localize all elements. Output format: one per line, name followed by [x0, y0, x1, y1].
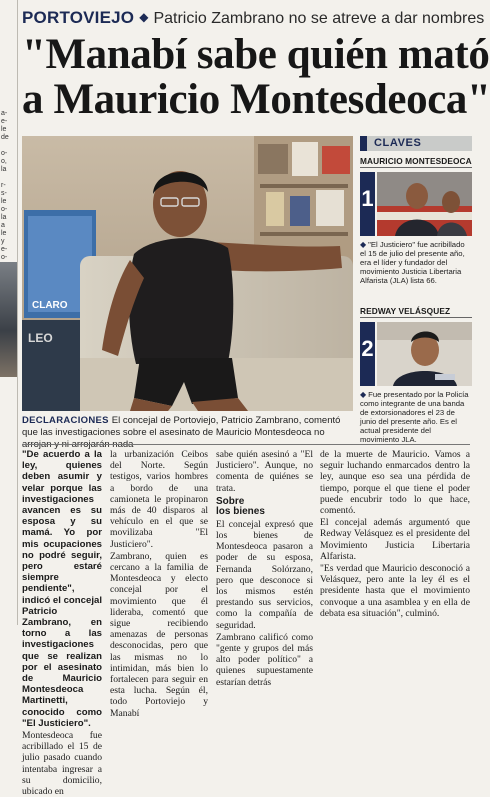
- main-photo: [22, 136, 353, 411]
- key-person-name: REDWAY VELÁSQUEZ: [360, 306, 451, 316]
- person-photo-illustration: [377, 172, 472, 236]
- fragment: de: [1, 134, 9, 141]
- claves-title: CLAVES: [374, 137, 422, 149]
- headline: [22, 31, 490, 123]
- claves-sidebar: [360, 136, 472, 444]
- diamond-icon: ◆: [139, 10, 149, 24]
- subhead-line: Sobre: [216, 495, 245, 507]
- key-text-body: Fue presentado por la Policía como integrante de una banda de extorsionadores el 23 de junio del presente año. Es el actual presidente del movimiento JLA.: [360, 390, 469, 444]
- article-column-4: [320, 449, 470, 621]
- adjacent-column-strip: [0, 0, 18, 625]
- article-paragraph: Montesdeoca fue acribillado el 15 de julio pasado cuando intentaba ingresar a su domicilio, ubicado en: [22, 730, 102, 797]
- poster-text: CLARO: [32, 300, 68, 311]
- article-column-1: [22, 449, 102, 797]
- fragment: o-: [1, 206, 8, 213]
- key-text: [360, 240, 472, 285]
- fragment: e-: [1, 118, 8, 125]
- article-paragraph: Zambrano, quien es cercano a la familia de Montesdeoca y electo concejal por el movimiento que él lideraba, comentó que sigue recibiendo amenazas de personas desconocidas, pero que las mismas no lo intimidan, más bien lo fortalecen para seguir en esta lucha. Según él, todo Portoviejo y Manabí: [110, 550, 208, 719]
- subhead-line: los bienes: [216, 506, 265, 518]
- claves-accent-bar: [360, 136, 367, 151]
- divider: [360, 317, 472, 318]
- key-number-box: [360, 172, 375, 236]
- key-number-box: [360, 322, 375, 386]
- fragment: e-: [1, 246, 8, 253]
- fragment: a: [1, 222, 5, 229]
- photo-illustration: [22, 136, 353, 411]
- article-paragraph: El concejal además argumentó que Redway Velásquez es el presidente del Movimiento Justicia Libertaria Alfarista.: [320, 517, 470, 562]
- article-paragraph: de la muerte de Mauricio. Vamos a seguir luchando enmarcados dentro la ley, aunque eso sea una pérdida de tiempo, porque el que tiene el poder puede encubrir todo lo que hace, comentó.: [320, 449, 470, 517]
- fragment: r-: [1, 182, 6, 189]
- fragment: la: [1, 166, 7, 173]
- key-person-name: MAURICIO MONTESDEOCA: [360, 156, 472, 166]
- fragment: la: [1, 214, 7, 221]
- divider: [360, 167, 472, 168]
- article-column-2: [110, 449, 208, 719]
- adjacent-photo-thumbnail: [0, 262, 17, 377]
- key-person-photo: [377, 172, 472, 236]
- claves-header: [360, 136, 472, 151]
- article-lead: "De acuerdo a la ley, quienes deben asumir y velar porque las investigaciones avancen es su esposa y su mamá. Yo por mis ocupaciones no podré seguir, pero estaré siempre pendiente", indicó el concejal Patricio Zambrano, en torno a las investigaciones que se realizan por el asesinato de Mauricio Montesdeoca Martinetti, conocido como "El Justiciero".: [22, 449, 102, 729]
- section-name: PORTOVIEJO: [22, 8, 135, 27]
- headline-line: a Mauricio Montesdeoca": [22, 76, 490, 123]
- fragment: le: [1, 230, 7, 237]
- photo-caption: [22, 415, 353, 451]
- diamond-icon: ◆: [360, 390, 367, 399]
- fragment: o-: [1, 150, 8, 157]
- caption-text: El concejal de Portoviejo, Patricio Zambrano, comentó que las investigaciones sobre el asesinato de Mauricio Montesdeoca no: [22, 415, 341, 438]
- key-number: 2: [361, 336, 374, 361]
- trophy-text: LEO: [28, 331, 53, 345]
- key-text-body: "El Justiciero" fue acribillado el 15 de julio del presente año, era el líder y fundador del movimiento Justicia Libertaria Alfarista (JLA) lista 66.: [360, 240, 465, 285]
- article-paragraph: Zambrano calificó como "gente y grupos del más alto poder político" a quienes supuestamente estarían detrás: [216, 631, 313, 688]
- key-person-photo: [377, 322, 472, 386]
- kicker-line: [22, 8, 485, 30]
- article-paragraph: sabe quién asesinó a "El Justiciero". Aunque, no comenta de quiénes se trata.: [216, 449, 313, 494]
- subhead: [216, 497, 313, 518]
- kicker-subtitle: Patricio Zambrano no se atreve a dar nombres: [153, 10, 485, 27]
- key-text: [360, 390, 472, 444]
- article-paragraph: El concejal expresó que los bienes de Montesdeoca pasaron a poder de su esposa, Fernanda Solórzano, pero que desconoce si los mismos estén prestando sus servicios, como la compañía de seguridad.: [216, 518, 313, 631]
- article-paragraph: la urbanización Ceibos del Norte. Según testigos, varios hombres a bordo de una camioneta le propinaron más de 40 disparos al vehículo en el que se movilizaba "El Justiciero".: [110, 449, 208, 550]
- fragment: o-: [1, 254, 8, 261]
- divider: [22, 444, 470, 445]
- headline-line: "Manabí sabe quién mató: [22, 31, 490, 78]
- caption-label: DECLARACIONES: [22, 415, 109, 426]
- fragment: o,: [1, 158, 7, 165]
- diamond-icon: ◆: [360, 240, 367, 249]
- fragment: y: [1, 238, 5, 245]
- article-paragraph: "Es verdad que Mauricio desconoció a Velásquez, pero ante la ley él es el presidente hasta que el movimiento convoque a una asamblea y en ella de debata esa situación", culminó.: [320, 563, 470, 619]
- fragment: le: [1, 126, 7, 133]
- fragment: a-: [1, 110, 8, 117]
- article-column-3: [216, 449, 313, 688]
- person-photo-illustration: [377, 322, 472, 386]
- fragment: s-: [1, 190, 7, 197]
- key-number: 1: [361, 186, 374, 211]
- fragment: le: [1, 198, 7, 205]
